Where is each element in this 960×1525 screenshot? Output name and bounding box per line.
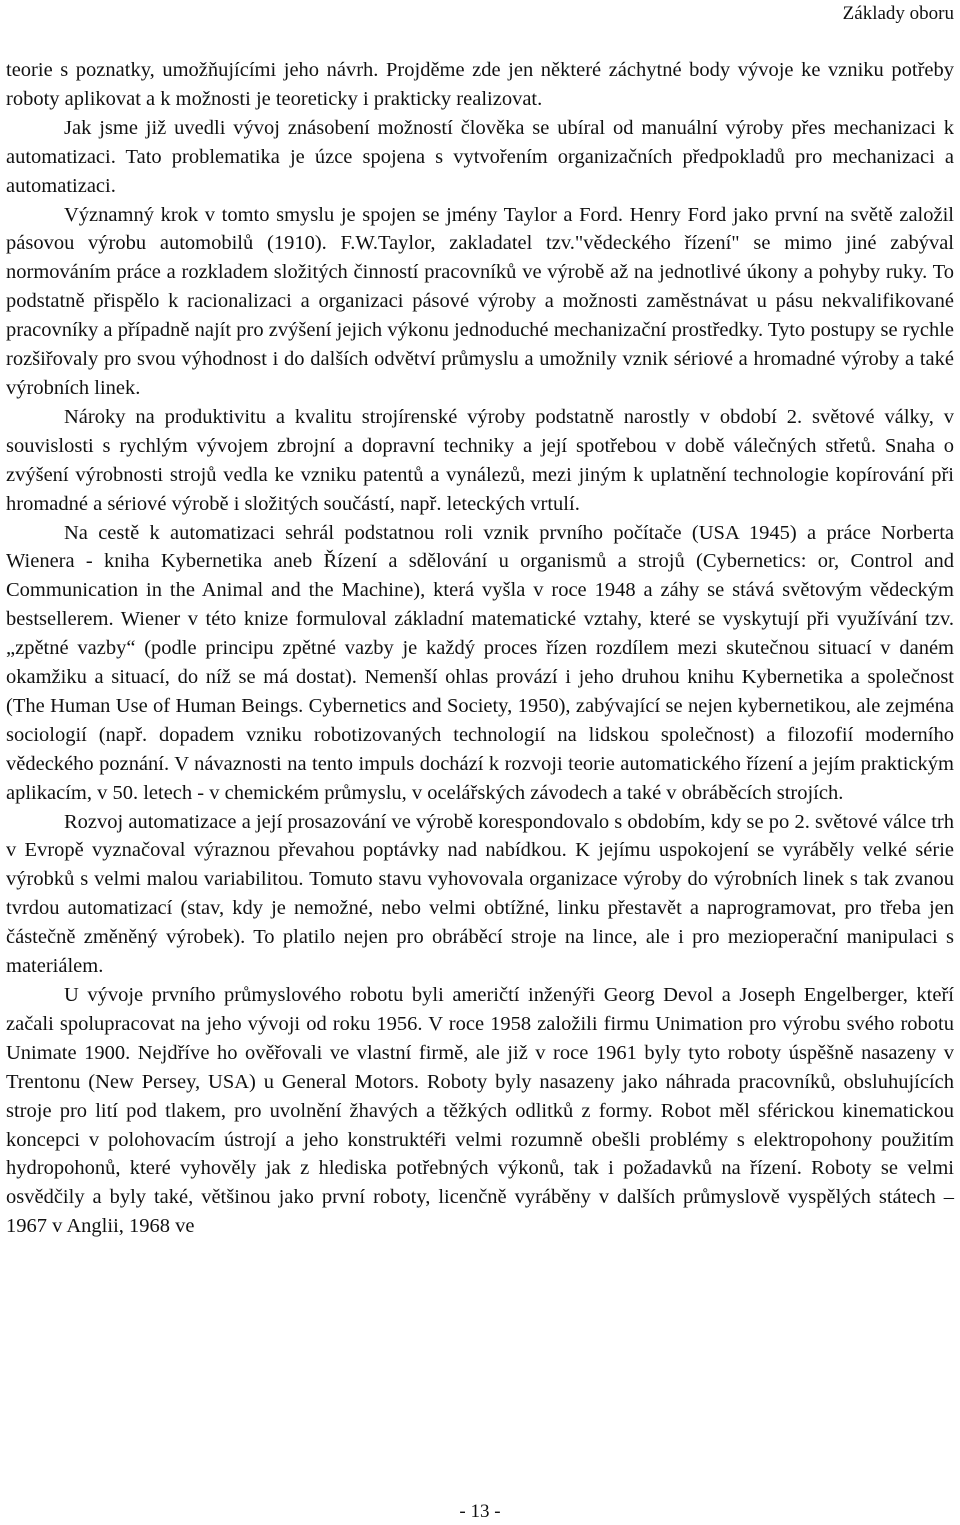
paragraph-3: Významný krok v tomto smyslu je spojen se jmény Taylor a Ford. Henry Ford jako první na světě založil pásovou výrobu automobilů (1910). F.W.Taylor, zakladatel tzv."vědeckého řízení" se mimo jiné zabýval normováním práce a rozkladem složitých činností pracovníků ve výrobě až na jednotlivé úkony a pohyby ruky. To podstatně přispělo k racionalizaci a organizaci pásové výroby a možnosti zaměstnávat u pásu nekvalifikované pracovníky a případně najít pro zvýšení jejich výkonu jednoduché mechanizační prostředky. Tyto postupy se rychle rozšiřovaly pro svou výhodnost i do dalších odvětví průmyslu a umožnily vznik sériové a hromadné výroby a také výrobních linek. <box>6 203 954 399</box>
paragraph-6: Rozvoj automatizace a její prosazování ve výrobě korespondovalo s obdobím, kdy se po 2. světové válce trh v Evropě vyznačoval výraznou převahou poptávky nad nabídkou. K jejímu uspokojení se vyráběly velké série výrobků s velmi malou variabilitou. Tomuto stavu vyhovovala organizace výroby do výrobních linek s tak zvanou tvrdou automatizací (stav, kdy je nemožné, nebo velmi obtížné, linku přestavět a naprogramovat, pro třeba jen částečně změněný výrobek). To platilo nejen pro obráběcí stroje na lince, ale i pro mezioperační manipulaci s materiálem. <box>6 810 954 978</box>
paragraph-7: U vývoje prvního průmyslového robotu byli američtí inženýři Georg Devol a Joseph Engelberger, kteří začali spolupracovat na jeho vývoji od roku 1956. V roce 1958 založili firmu Unimation pro výrobu svého robotu Unimate 1900. Nejdříve ho ověřovali ve vlastní firmě, ale již v roce 1961 byly tyto roboty úspěšně nasazeny v Trentonu (New Persey, USA) u General Motors. Roboty byly nasazeny jako náhrada pracovníků, obsluhujících stroje pro lití pod tlakem, pro uvolnění žhavých a těžkých odlitků z formy. Robot měl sférickou kinematickou koncepci v polohovacím ústrojí a jeho konstruktéři velmi rozumně obešli problémy s elektropohony použitím hydropohonů, které vyhověly jak z hlediska potřebných výkonů, tak i požadavků na řízení. Roboty se velmi osvědčily a byly také, většinou jako první roboty, licenčně vyráběny v dalších průmyslově vyspělých státech – 1967 v Anglii, 1968 ve <box>6 984 954 1238</box>
paragraph-5: Na cestě k automatizaci sehrál podstatnou roli vznik prvního počítače (USA 1945) a práce Norberta Wienera - kniha Kybernetika aneb Řízení a sdělování u organismů a strojů (Cybernetics: or, Control and Communication in the Animal and the Machine), která vyšla v roce 1948 a záhy se stává světovým vědeckým bestsellerem. Wiener v této knize formuloval základní matematické vztahy, které se vyskytují při využívání tzv. „zpětné vazby“ (podle principu zpětné vazby je každý proces řízen rozdílem mezi skutečnou situací v daném okamžiku a situací, do níž se má dostat). Nemenší ohlas provází i jeho druhou knihu Kybernetika a společnost (The Human Use of Human Beings. Cybernetics and Society, 1950), zabývající se nejen kybernetikou, ale zejména sociologií (např. dopadem vzniku robotizovaných technologií na lidskou společnost) a filozofií moderního vědeckého poznání. V návaznosti na tento impuls dochází k rozvoji teorie automatického řízení a jejím praktickým aplikacím, v 50. letech - v chemickém průmyslu, v ocelářských závodech a také v obráběcích strojích. <box>6 521 954 804</box>
paragraph-4: Nároky na produktivitu a kvalitu strojírenské výroby podstatně narostly v období 2. světové války, v souvislosti s rychlým vývojem zbrojní a dopravní techniky a její spotřebou v době válečných střetů. Snaha o zvýšení výrobnosti strojů vedla ke vzniku patentů a vynálezů, mezi jiným k uplatnění technologie kopírování při hromadné a sériové výrobě i složitých součástí, např. leteckých vrtulí. <box>6 405 954 515</box>
page-number: - 13 - <box>459 1501 501 1522</box>
paragraph-2: Jak jsme již uvedli vývoj znásobení možností člověka se ubíral od manuální výroby přes mechanizaci k automatizaci. Tato problematika je úzce spojena s vytvořením organizačních předpokladů pro mechanizaci a automatizaci. <box>6 116 954 197</box>
body-text <box>6 56 954 1241</box>
paragraph-1: teorie s poznatky, umožňujícími jeho návrh. Projděme zde jen některé záchytné body vývoje ke vzniku potřeby roboty aplikovat a k možnosti je teoreticky i prakticky realizovat. <box>6 59 954 110</box>
running-header: Základy oboru <box>842 3 954 24</box>
